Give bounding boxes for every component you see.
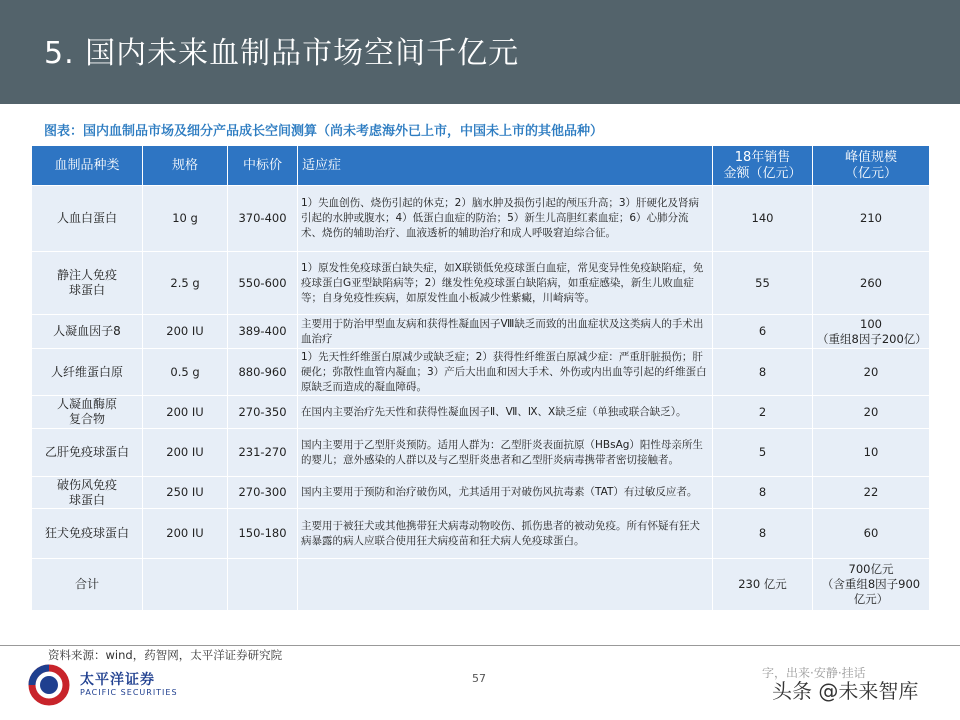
cell-indication: 在国内主要治疗先天性和获得性凝血因子Ⅱ、Ⅶ、Ⅸ、Ⅹ缺乏症（单独或联合缺乏）。 — [298, 396, 713, 429]
cell-empty — [298, 559, 713, 611]
cell-peak: 22 — [813, 477, 930, 509]
cell-product-name: 人凝血酶原 复合物 — [32, 396, 143, 429]
cell-sales: 8 — [713, 349, 813, 396]
cell-peak: 210 — [813, 186, 930, 252]
cell-product-name: 乙肝免疫球蛋白 — [32, 429, 143, 477]
cell-sales: 140 — [713, 186, 813, 252]
cell-peak: 100 （重组8因子200亿） — [813, 315, 930, 349]
cell-sales: 8 — [713, 509, 813, 559]
header-product-type: 血制品种类 — [32, 146, 143, 186]
cell-price: 150-180 — [228, 509, 298, 559]
cell-empty — [143, 559, 228, 611]
cell-spec: 10 g — [143, 186, 228, 252]
cell-sales: 5 — [713, 429, 813, 477]
cell-price: 231-270 — [228, 429, 298, 477]
cell-indication: 1）先天性纤维蛋白原减少或缺乏症；2）获得性纤维蛋白原减少症：严重肝脏损伤；肝硬化；弥散性血管内凝血；3）产后大出血和因大手术、外伤或内出血等引起的纤维蛋白原缺乏而造成的凝血障碍。 — [298, 349, 713, 396]
cell-spec: 200 IU — [143, 509, 228, 559]
market-table — [31, 145, 930, 611]
cell-indication: 主要用于防治甲型血友病和获得性凝血因子Ⅷ缺乏而致的出血症状及这类病人的手术出血治疗 — [298, 315, 713, 349]
logo-name-cn: 太平洋证券 — [80, 672, 155, 688]
cell-indication: 1）失血创伤、烧伤引起的休克；2）脑水肿及损伤引起的颅压升高；3）肝硬化及肾病引起的水肿或腹水；4）低蛋白血症的防治；5）新生儿高胆红素血症；6）心肺分流术、烧伤的辅助治疗、血液透析的辅助治疗和成人呼吸窘迫综合征。 — [298, 186, 713, 252]
cell-price: 270-300 — [228, 477, 298, 509]
cell-spec: 200 IU — [143, 315, 228, 349]
watermark-text: 头条 @未来智库 — [772, 679, 919, 703]
table-row — [32, 252, 930, 315]
cell-product-name: 破伤风免疫 球蛋白 — [32, 477, 143, 509]
table-row — [32, 315, 930, 349]
cell-indication: 国内主要用于预防和治疗破伤风，尤其适用于对破伤风抗毒素（TAT）有过敏反应者。 — [298, 477, 713, 509]
cell-spec: 250 IU — [143, 477, 228, 509]
cell-spec: 2.5 g — [143, 252, 228, 315]
table-row — [32, 429, 930, 477]
logo-name-en: PACIFIC SECURITIES — [80, 688, 178, 697]
cell-peak: 20 — [813, 349, 930, 396]
table-row — [32, 477, 930, 509]
cell-sales: 55 — [713, 252, 813, 315]
cell-spec: 0.5 g — [143, 349, 228, 396]
table-row — [32, 396, 930, 429]
chart-caption: 图表：国内血制品市场及细分产品成长空间测算（尚未考虑海外已上市，中国未上市的其他品种） — [44, 124, 604, 139]
cell-peak: 60 — [813, 509, 930, 559]
header-peak-scale: 峰值规模 （亿元） — [813, 146, 930, 186]
cell-sales: 8 — [713, 477, 813, 509]
source-note: 资料来源：wind，药智网，太平洋证券研究院 — [48, 648, 283, 662]
cell-indication: 1）原发性免疫球蛋白缺失症，如X联锁低免疫球蛋白血症，常见变异性免疫缺陷症，免疫球蛋白G亚型缺陷病等；2）继发性免疫球蛋白缺陷病，如重症感染，新生儿败血症等；自身免疫性疾病，如原发性血小板减少性紫癜，川崎病等。 — [298, 252, 713, 315]
source-divider — [0, 645, 960, 646]
cell-product-name: 狂犬免疫球蛋白 — [32, 509, 143, 559]
cell-peak: 10 — [813, 429, 930, 477]
cell-product-name: 人凝血因子8 — [32, 315, 143, 349]
cell-indication: 主要用于被狂犬或其他携带狂犬病毒动物咬伤、抓伤患者的被动免疫。所有怀疑有狂犬病暴露的病人应联合使用狂犬病疫苗和狂犬病人免疫球蛋白。 — [298, 509, 713, 559]
table-total-row — [32, 559, 930, 611]
header-indication: 适应症 — [298, 146, 713, 186]
cell-peak: 20 — [813, 396, 930, 429]
table-header-row — [32, 146, 930, 186]
header-bid-price: 中标价 — [228, 146, 298, 186]
cell-sales: 6 — [713, 315, 813, 349]
page-number: 57 — [472, 672, 486, 685]
watermark-faint-text: 字，出来·安静·挂话 — [762, 666, 866, 680]
table-row — [32, 509, 930, 559]
cell-product-name: 静注人免疫 球蛋白 — [32, 252, 143, 315]
table-row — [32, 186, 930, 252]
cell-empty — [228, 559, 298, 611]
page-title: 5. 国内未来血制品市场空间千亿元 — [44, 36, 520, 71]
cell-total-label: 合计 — [32, 559, 143, 611]
cell-price: 880-960 — [228, 349, 298, 396]
cell-price: 550-600 — [228, 252, 298, 315]
cell-product-name: 人纤维蛋白原 — [32, 349, 143, 396]
cell-total-sales: 230 亿元 — [713, 559, 813, 611]
cell-peak: 260 — [813, 252, 930, 315]
cell-spec: 200 IU — [143, 396, 228, 429]
header-spec: 规格 — [143, 146, 228, 186]
logo-mark-icon — [22, 660, 82, 710]
header-sales-2018: 18年销售 金额（亿元） — [713, 146, 813, 186]
cell-product-name: 人血白蛋白 — [32, 186, 143, 252]
cell-spec: 200 IU — [143, 429, 228, 477]
cell-total-peak: 700亿元 （含重组8因子900 亿元） — [813, 559, 930, 611]
cell-price: 270-350 — [228, 396, 298, 429]
cell-sales: 2 — [713, 396, 813, 429]
cell-price: 389-400 — [228, 315, 298, 349]
table-row — [32, 349, 930, 396]
cell-indication: 国内主要用于乙型肝炎预防。适用人群为：乙型肝炎表面抗原（HBsAg）阳性母亲所生的婴儿；意外感染的人群以及与乙型肝炎患者和乙型肝炎病毒携带者密切接触者。 — [298, 429, 713, 477]
cell-price: 370-400 — [228, 186, 298, 252]
